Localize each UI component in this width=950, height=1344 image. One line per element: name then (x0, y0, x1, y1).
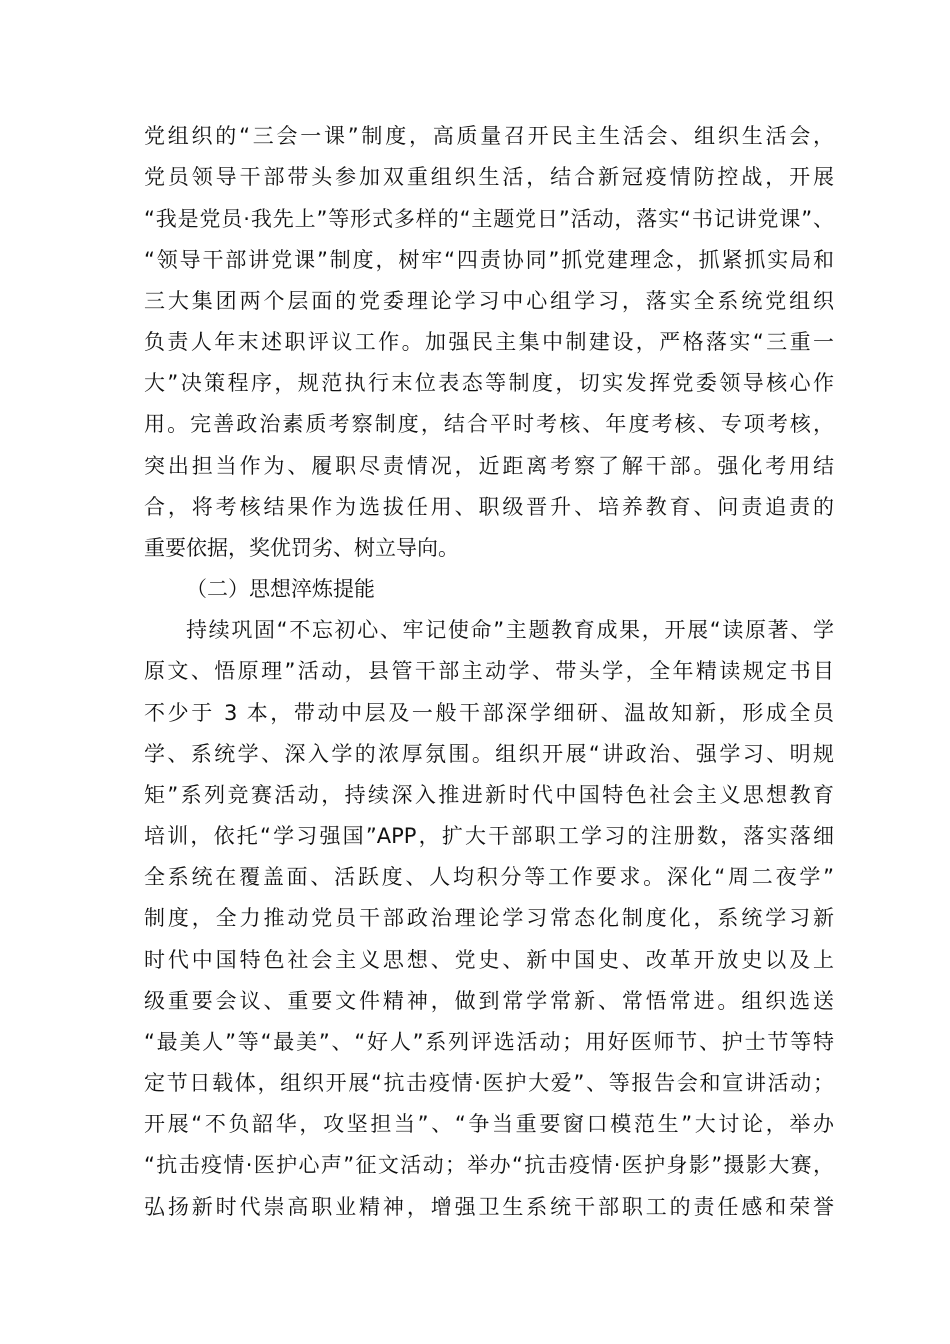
body-text-line: 党组织的“三会一课”制度，高质量召开民主生活会、组织生活会， (144, 124, 834, 148)
body-text-line: “最美人”等“最美”、“好人”系列评选活动；用好医师节、护士节等特 (144, 1030, 834, 1054)
body-text-line: 培训，依托“学习强国”APP，扩大干部职工学习的注册数，落实落细 (144, 824, 834, 848)
body-text-line: 时代中国特色社会主义思想、党史、新中国史、改革开放史以及上 (144, 948, 834, 972)
body-text-line: 制度，全力推动党员干部政治理论学习常态化制度化，系统学习新 (144, 906, 834, 930)
body-text-line: 级重要会议、重要文件精神，做到常学常新、常悟常进。组织选送 (144, 989, 834, 1013)
body-text-line: “领导干部讲党课”制度，树牢“四责协同”抓党建理念，抓紧抓实局和 (144, 248, 834, 272)
body-text-line: 弘扬新时代崇高职业精神，增强卫生系统干部职工的责任感和荣誉 (144, 1195, 834, 1219)
body-text-line: 三大集团两个层面的党委理论学习中心组学习，落实全系统党组织 (144, 289, 834, 313)
body-text-line: 不少于 3 本，带动中层及一般干部深学细研、温故知新，形成全员 (144, 701, 834, 725)
body-text-line: 矩”系列竞赛活动，持续深入推进新时代中国特色社会主义思想教育 (144, 783, 834, 807)
body-text-line: 合，将考核结果作为选拔任用、职级晋升、培养教育、问责追责的 (144, 495, 834, 519)
body-text-line: 重要依据，奖优罚劣、树立导向。 (144, 536, 459, 560)
body-text-line: 全系统在覆盖面、活跃度、人均积分等工作要求。深化“周二夜学” (144, 865, 834, 889)
body-text-line: 党员领导干部带头参加双重组织生活，结合新冠疫情防控战，开展 (144, 165, 834, 189)
body-text-line: “抗击疫情·医护心声”征文活动；举办“抗击疫情·医护身影”摄影大赛， (144, 1153, 834, 1177)
body-text-line: 突出担当作为、履职尽责情况，近距离考察了解干部。强化考用结 (144, 454, 834, 478)
body-text-line: 用。完善政治素质考察制度，结合平时考核、年度考核、专项考核， (144, 412, 834, 436)
body-text-line: 开展“不负韶华，攻坚担当”、“争当重要窗口模范生”大讨论，举办 (144, 1112, 834, 1136)
section-heading: （二）思想淬炼提能 (186, 577, 375, 601)
body-text-line: 原文、悟原理”活动，县管干部主动学、带头学，全年精读规定书目 (144, 659, 834, 683)
body-text-line: “我是党员·我先上”等形式多样的“主题党日”活动，落实“书记讲党课”、 (144, 207, 834, 231)
body-text-line: 定节日载体，组织开展“抗击疫情·医护大爱”、等报告会和宣讲活动； (144, 1071, 834, 1095)
body-text-line: 大”决策程序，规范执行末位表态等制度，切实发挥党委领导核心作 (144, 371, 834, 395)
body-text-line: 负责人年末述职评议工作。加强民主集中制建设，严格落实“三重一 (144, 330, 834, 354)
body-text-line: 持续巩固“不忘初心、牢记使命”主题教育成果，开展“读原著、学 (186, 618, 834, 642)
body-text-line: 学、系统学、深入学的浓厚氛围。组织开展“讲政治、强学习、明规 (144, 742, 834, 766)
